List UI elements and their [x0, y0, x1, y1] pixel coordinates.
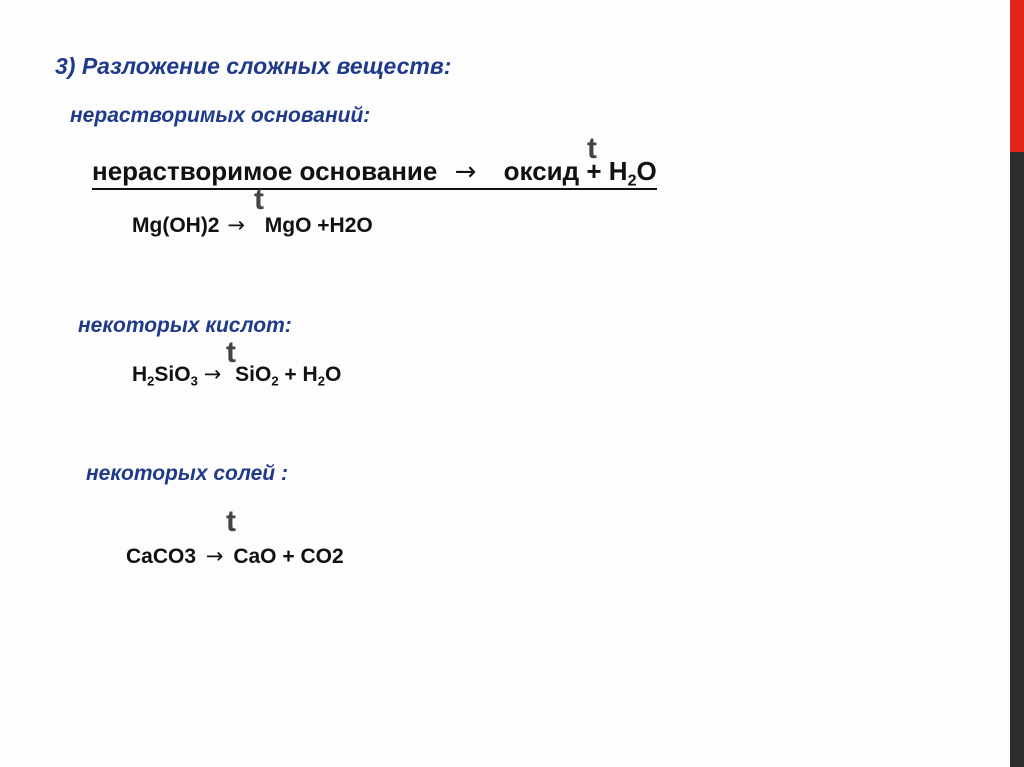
side-bar-accent-dark — [1010, 152, 1024, 767]
general-product-subscript: 2 — [627, 171, 637, 190]
side-bar-accent-red — [1010, 0, 1024, 152]
acid-product-h: + H — [278, 363, 318, 386]
acids-section-title: некоторых кислот: — [78, 314, 292, 337]
salts-section-title: некоторых солей : — [86, 462, 288, 485]
acid-reactant-h-subscript: 2 — [147, 373, 155, 389]
bases-section-title: нерастворимых оснований: — [70, 104, 371, 127]
slide-heading: 3) Разложение сложных веществ: — [55, 53, 452, 79]
salt-products: CaO + CO2 — [233, 545, 344, 568]
salt-equation — [126, 544, 344, 569]
mg-condition-t: t — [254, 183, 264, 216]
mg-reactant: Mg(OH)2 — [132, 214, 220, 237]
salt-condition-t: t — [226, 505, 236, 538]
acid-reactant-h: H — [132, 363, 148, 386]
acid-product-sio-subscript: 2 — [271, 373, 279, 389]
salt-arrow: → — [205, 544, 224, 568]
acid-reactant-sio-subscript: 3 — [190, 373, 198, 389]
mg-products: MgO +H2O — [264, 214, 373, 237]
acid-product-o: O — [324, 363, 342, 386]
salt-reactant: CaCO3 — [126, 545, 197, 568]
acid-reactant-sio: SiO — [154, 363, 191, 386]
mg-arrow: → — [227, 213, 245, 237]
general-equation — [92, 156, 657, 190]
general-arrow: → — [454, 157, 477, 187]
mg-equation — [132, 213, 373, 238]
acid-product-sio: SiO — [235, 363, 272, 386]
general-product-tail: О — [636, 156, 657, 186]
general-product: оксид + Н — [503, 156, 628, 186]
acid-equation — [132, 362, 341, 387]
general-reactant: нерастворимое основание — [92, 156, 438, 186]
general-condition-t: t — [587, 132, 597, 165]
acid-product-h-subscript: 2 — [317, 373, 325, 389]
acid-condition-t: t — [226, 336, 236, 369]
acid-arrow: → — [203, 362, 222, 386]
